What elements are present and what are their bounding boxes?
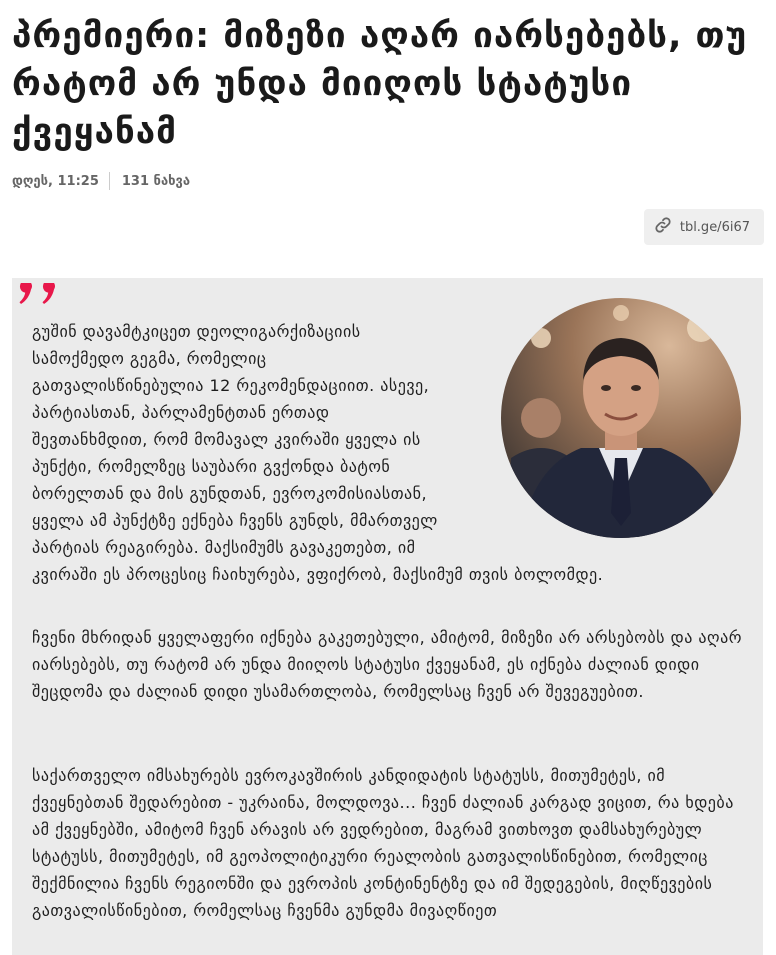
view-count: 131 ნახვა (121, 173, 191, 189)
quote-line: სამოქმედო გეგმა, რომელიც (32, 349, 267, 368)
link-icon (654, 216, 672, 238)
quote-line: შევთანხმდით, რომ მომავალ კვირაში ყველა ის (32, 430, 421, 449)
speaker-portrait (501, 298, 741, 538)
quote-line: პარტიას რეაგირება. მაქსიმუმს გავაკეთებთ, იმ (32, 538, 416, 557)
short-link-text: tbl.ge/6i67 (679, 219, 750, 235)
quote-mark-icon (18, 283, 62, 309)
quote-line: გათვალისწინებულია 12 რეკომენდაციით. ასევე, (32, 376, 430, 395)
quote-line: პარტიასთან, პარლამენტთან ერთად (32, 403, 330, 422)
quote-line: კვირაში ეს პროცესიც ჩაიხურება, ვფიქრობ, მაქსიმუმ თვის ბოლომდე. (32, 565, 604, 584)
meta-divider (109, 172, 110, 190)
quote-paragraph-3: საქართველო იმსახურებს ევროკავშირის კანდიდატის სტატუსს, მითუმეტეს, იმ ქვეყნებთან შედარებით - უკრაინა, მოლდოვა... ჩვენ ძალიან კარგად ვიცით, რა ხდება ამ ქვეყნებში, ამიტომ ჩვენ არავის არ ვედრებით, მაგრამ ვითხოვთ დამსახურებულ სტატუსს, მითუმეტეს, იმ გეოპოლიტიკური რეალობის გათვალისწინებით, რომელიც შექმნილია ჩვენს რეგიონში და ევროპის კონტინენტზე და იმ შედეგების, მიღწევების გათვალისწინებით, რომელსაც ჩვენმა გუნდმა მივაღწიეთ (32, 766, 734, 920)
article-title: პრემიერი: მიზეზი აღარ იარსებებს, თუ რატომ არ უნდა მიიღოს სტატუსი ქვეყანამ (12, 16, 748, 152)
quote-line: გუშინ დავამტკიცეთ დეოლიგარქიზაციის (32, 322, 361, 341)
quote-line: ყველა ამ პუნქტზე ექნება ჩვენს გუნდს, მმართველ (32, 511, 438, 530)
quote-paragraph-2: ჩვენი მხრიდან ყველაფერი იქნება გაკეთებული, ამიტომ, მიზეზი არ არსებობს და აღარ იარსებებს, თუ რატომ არ უნდა მიიღოს სტატუსი ქვეყანამ, ეს იქნება ძალიან დიდი შეცდომა და ძალიან დიდი უსამართლობა, რომელსაც ჩვენ არ შევეგუებით. (32, 628, 742, 701)
quote-paragraph-1 (32, 318, 604, 588)
quote-line: ბორელთან და მის გუნდთან, ევროკომისიასთან, (32, 484, 428, 503)
short-link-button[interactable] (644, 209, 764, 245)
quote-line: პუნქტი, რომელზეც საუბარი გვქონდა ბატონ (32, 457, 391, 476)
article-date: დღეს, 11:25 (12, 173, 99, 189)
article-meta (12, 172, 190, 190)
